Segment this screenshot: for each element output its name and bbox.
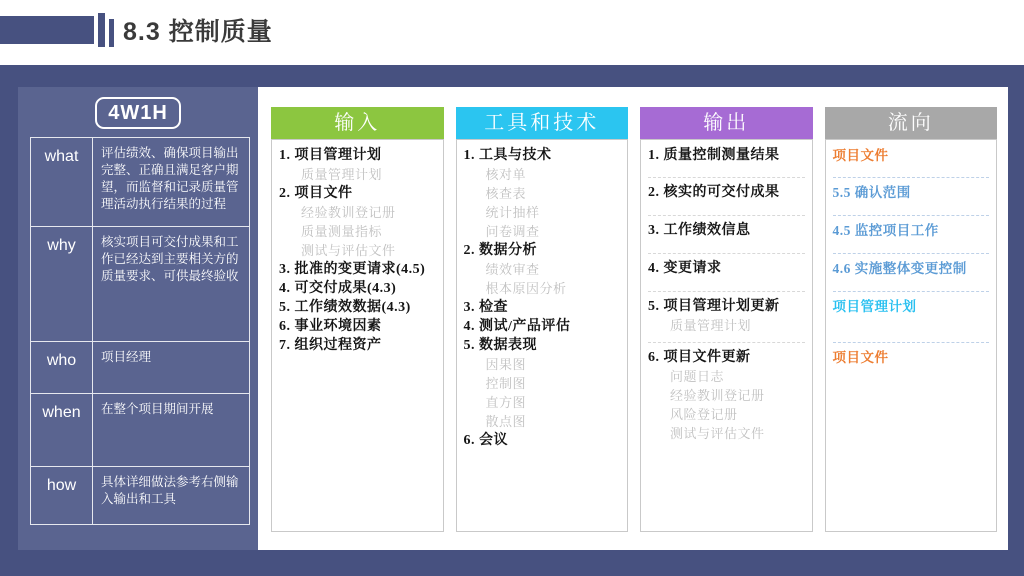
sub-list-item: 核对单	[485, 167, 527, 182]
flow-item: 4.6 实施整体变更控制	[832, 261, 967, 276]
sub-list-item: 根本原因分析	[485, 281, 567, 296]
list-group	[648, 146, 805, 178]
list-group	[648, 216, 805, 254]
list-group	[648, 254, 805, 292]
flow-item: 4.5 监控项目工作	[832, 223, 939, 238]
sub-list-item: 测试与评估文件	[301, 243, 396, 258]
row-value-how: 具体详细做法参考右侧输入输出和工具	[101, 475, 239, 506]
sub-list-item: 测试与评估文件	[670, 426, 765, 441]
table-row	[31, 466, 249, 524]
flow-item: 项目管理计划	[832, 299, 917, 314]
column-flow	[825, 107, 998, 532]
title-accent-bar-2	[109, 19, 114, 47]
list-group	[648, 343, 805, 443]
list-item: 5. 项目管理计划更新	[648, 299, 780, 314]
sub-list-item: 散点图	[485, 414, 527, 429]
list-item: 4. 测试/产品评估	[463, 319, 571, 334]
row-label-who: who	[31, 342, 93, 393]
row-value-who: 项目经理	[101, 350, 152, 364]
4w1h-panel	[18, 87, 258, 550]
list-item: 1. 工具与技术	[463, 148, 552, 163]
row-label-how: how	[31, 467, 93, 524]
sub-list-item: 问题日志	[670, 369, 725, 384]
4w1h-badge: 4W1H	[95, 97, 181, 129]
flow-item: 项目文件	[832, 350, 889, 365]
sub-list-item: 风险登记册	[670, 407, 738, 422]
list-item: 3. 检查	[463, 300, 508, 315]
sub-list-item: 核查表	[485, 186, 527, 201]
sub-list-item: 质量管理计划	[670, 318, 752, 333]
flow-item: 项目文件	[832, 148, 889, 163]
list-group	[833, 292, 990, 343]
list-group	[648, 178, 805, 216]
sub-list-item: 控制图	[485, 376, 527, 391]
table-row	[31, 393, 249, 466]
sub-list-item: 因果图	[485, 357, 527, 372]
column-tools-list	[456, 139, 629, 532]
title-accent-block	[0, 16, 94, 44]
sub-list-item: 统计抽样	[485, 205, 540, 220]
list-item: 3. 工作绩效信息	[648, 223, 751, 238]
list-group	[833, 343, 990, 367]
title-band	[0, 0, 1024, 65]
list-item: 6. 项目文件更新	[648, 350, 751, 365]
row-label-why: why	[31, 227, 93, 341]
sub-list-item: 问卷调查	[485, 224, 540, 239]
sub-list-item: 质量管理计划	[301, 167, 383, 182]
column-tools-header: 工具和技术	[456, 107, 629, 139]
sub-list-item: 质量测量指标	[301, 224, 383, 239]
sub-list-item: 经验教训登记册	[670, 388, 765, 403]
column-input	[271, 107, 444, 532]
column-output	[640, 107, 813, 532]
column-input-list	[271, 139, 444, 532]
column-flow-header: 流向	[825, 107, 998, 139]
row-value-why: 核实项目可交付成果和工作已经达到主要相关方的质量要求、可供最终验收	[101, 235, 239, 283]
table-row	[31, 138, 249, 226]
sub-list-item: 直方图	[485, 395, 527, 410]
column-input-header: 输入	[271, 107, 444, 139]
list-item: 6. 事业环境因素	[279, 319, 382, 334]
4w1h-table	[30, 137, 250, 525]
list-item: 6. 会议	[463, 433, 508, 448]
row-label-what: what	[31, 138, 93, 226]
row-label-when: when	[31, 394, 93, 466]
sub-list-item: 绩效审查	[485, 262, 540, 277]
row-value-when: 在整个项目期间开展	[101, 402, 214, 416]
list-item: 1. 质量控制测量结果	[648, 148, 780, 163]
list-item: 4. 可交付成果(4.3)	[279, 281, 397, 296]
list-item: 7. 组织过程资产	[279, 338, 382, 353]
process-columns	[258, 87, 1008, 550]
list-item: 5. 数据表现	[463, 338, 537, 353]
list-group	[833, 178, 990, 216]
main-panel	[0, 65, 1024, 576]
list-group	[648, 292, 805, 343]
list-item: 2. 数据分析	[463, 243, 537, 258]
list-item: 2. 项目文件	[279, 186, 353, 201]
row-value-what: 评估绩效、确保项目输出完整、正确且满足客户期望，而监督和记录质量管理活动执行结果的过程	[101, 146, 239, 211]
column-tools	[456, 107, 629, 532]
list-item: 1. 项目管理计划	[279, 148, 382, 163]
list-group	[833, 254, 990, 292]
sub-list-item: 经验教训登记册	[301, 205, 396, 220]
list-item: 2. 核实的可交付成果	[648, 185, 780, 200]
list-item: 4. 变更请求	[648, 261, 722, 276]
title-accent-bar-1	[98, 13, 105, 47]
column-flow-list	[825, 139, 998, 532]
column-output-list	[640, 139, 813, 532]
page-title: 8.3 控制质量	[123, 18, 273, 46]
table-row	[31, 226, 249, 341]
list-item: 3. 批准的变更请求(4.5)	[279, 262, 426, 277]
flow-item: 5.5 确认范围	[832, 185, 911, 200]
column-output-header: 输出	[640, 107, 813, 139]
list-group	[833, 146, 990, 178]
list-group	[833, 216, 990, 254]
list-item: 5. 工作绩效数据(4.3)	[279, 300, 411, 315]
table-row	[31, 341, 249, 393]
